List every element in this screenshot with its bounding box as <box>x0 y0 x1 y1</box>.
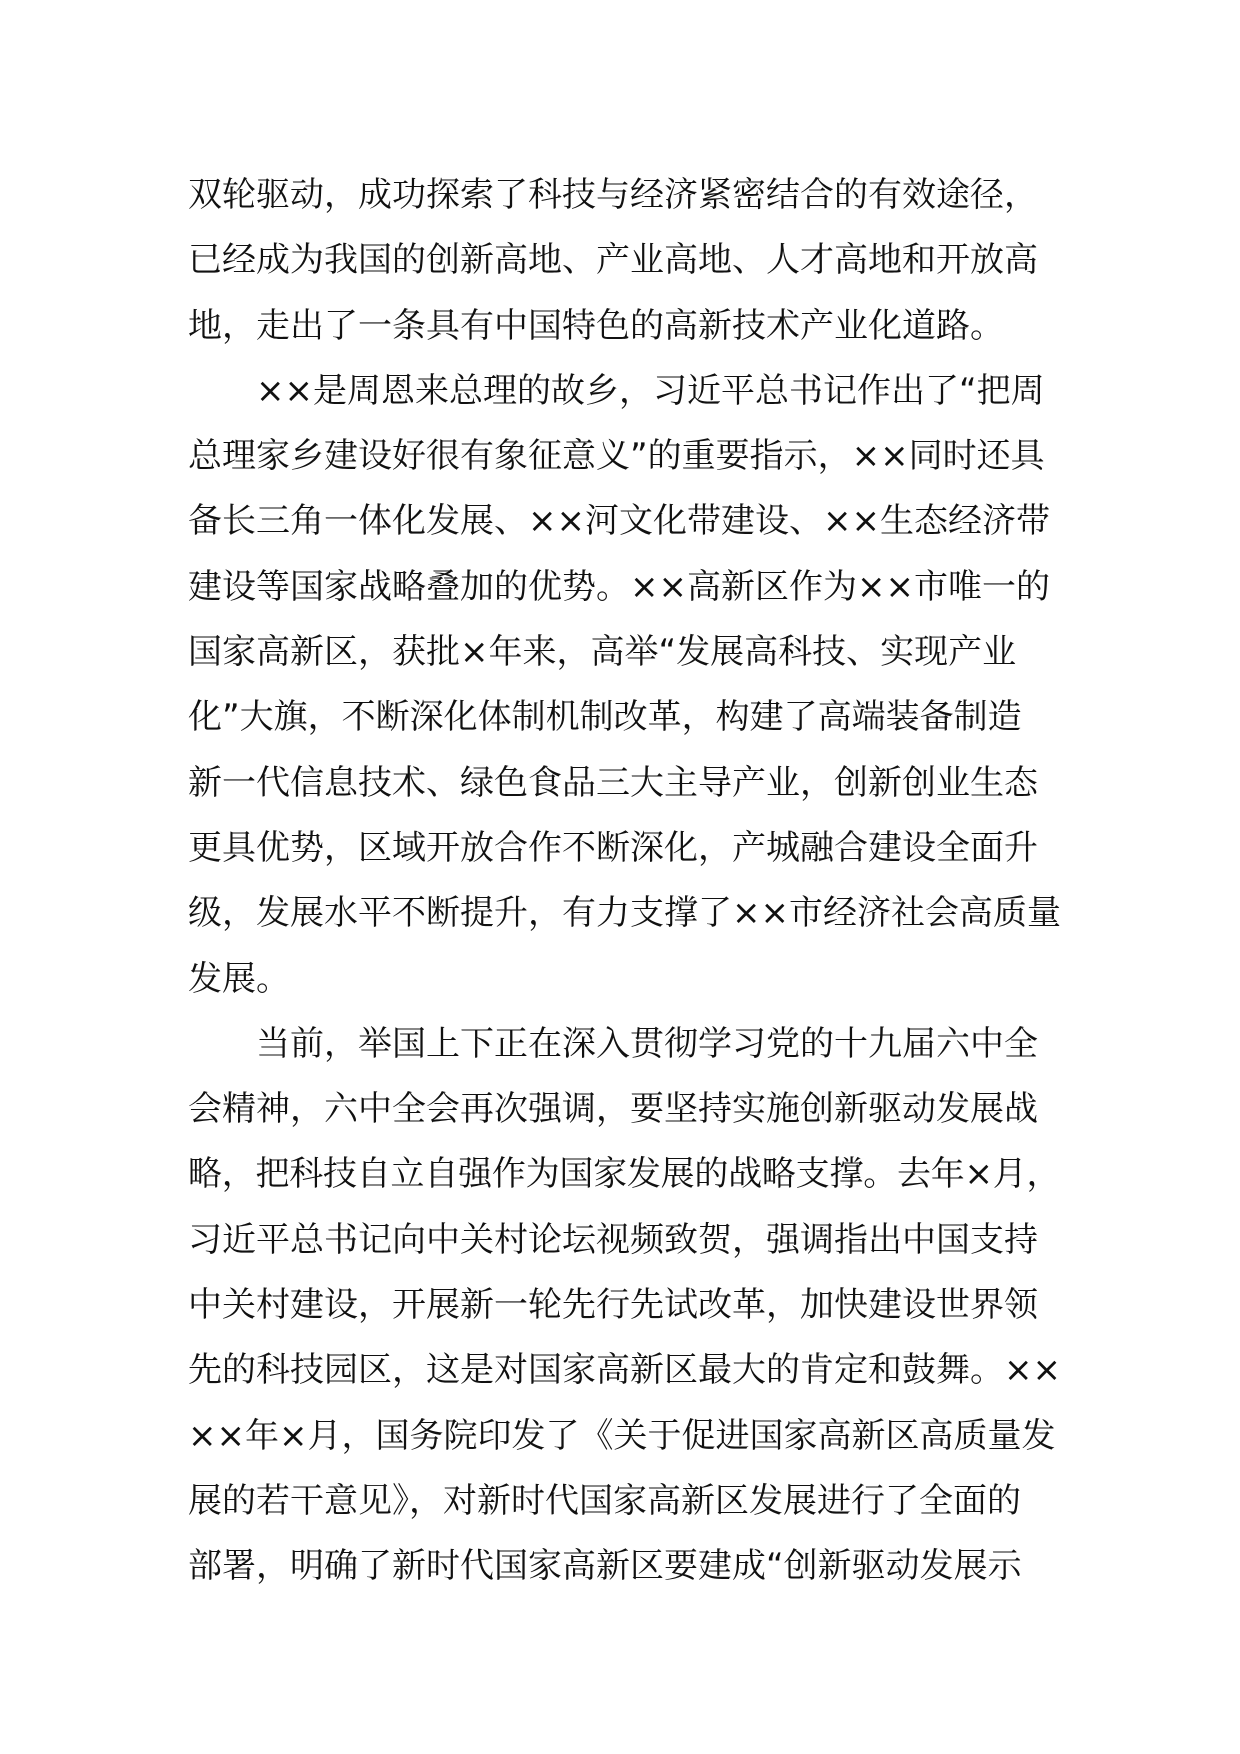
text-line: ××是周恩来总理的故乡，习近平总书记作出了“把周 <box>256 370 1045 411</box>
text-line: 中关村建设，开展新一轮先行先试改革，加快建设世界领 <box>188 1285 1038 1326</box>
text-line: 级，发展水平不断提升，有力支撑了××市经济社会高质量 <box>188 893 1061 934</box>
text-line: 习近平总书记向中关村论坛视频致贺，强调指出中国支持 <box>188 1219 1038 1260</box>
text-line: 当前，举国上下正在深入贯彻学习党的十九届六中全 <box>256 1023 1038 1064</box>
text-line: 展的若干意见》，对新时代国家高新区发展进行了全面的 <box>188 1480 1021 1521</box>
text-line: 国家高新区，获批×年来，高举“发展高科技、实现产业 <box>188 632 1017 673</box>
text-line: 会精神，六中全会再次强调，要坚持实施创新驱动发展战 <box>188 1089 1038 1130</box>
text-line: 略，把科技自立自强作为国家发展的战略支撑。去年×月， <box>188 1154 1061 1195</box>
text-line: 新一代信息技术、绿色食品三大主导产业，创新创业生态 <box>188 762 1038 803</box>
text-line: 地，走出了一条具有中国特色的高新技术产业化道路。 <box>188 305 1004 346</box>
text-line: 先的科技园区，这是对国家高新区最大的肯定和鼓舞。×× <box>188 1350 1061 1391</box>
text-line: 化”大旗，不断深化体制机制改革，构建了高端装备制造 <box>188 697 1022 738</box>
body-text <box>188 163 1061 1600</box>
text-line: 已经成为我国的创新高地、产业高地、人才高地和开放高 <box>188 240 1038 281</box>
text-line: ××年×月，国务院印发了《关于促进国家高新区高质量发 <box>188 1415 1056 1456</box>
text-line: 双轮驱动，成功探索了科技与经济紧密结合的有效途径， <box>188 175 1038 215</box>
text-line: 建设等国家战略叠加的优势。××高新区作为××市唯一的 <box>188 566 1050 607</box>
text-line: 总理家乡建设好很有象征意义”的重要指示，××同时还具 <box>188 436 1045 477</box>
text-line: 发展。 <box>188 958 290 999</box>
text-line: 更具优势，区域开放合作不断深化，产城融合建设全面升 <box>188 827 1038 868</box>
text-line: 备长三角一体化发展、××河文化带建设、××生态经济带 <box>188 501 1050 542</box>
text-line: 部署，明确了新时代国家高新区要建成“创新驱动发展示 <box>188 1546 1022 1587</box>
